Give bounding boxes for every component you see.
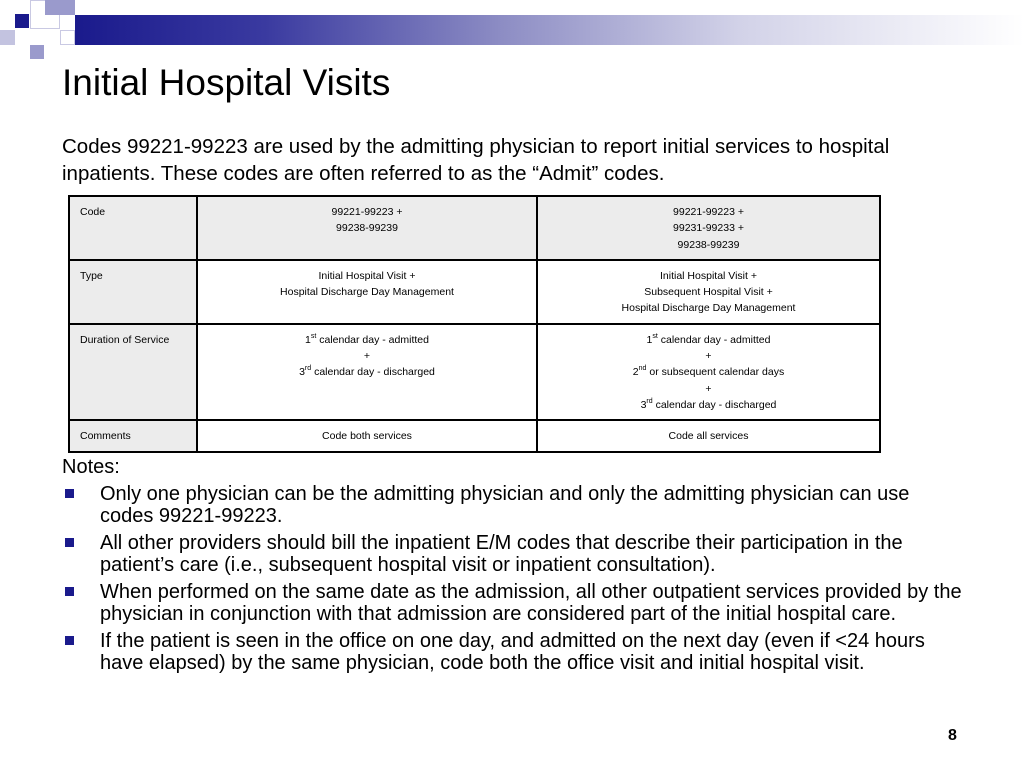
list-item bbox=[62, 532, 967, 576]
cell-duration-col1 bbox=[197, 324, 537, 420]
header-square-decoration bbox=[60, 30, 75, 45]
cell-code-col1 bbox=[197, 196, 537, 260]
cell-line: + bbox=[705, 350, 712, 363]
square-bullet-icon bbox=[65, 489, 74, 498]
cell-line: 1st calendar day - admitted bbox=[305, 332, 429, 346]
row-label-code: Code bbox=[69, 196, 197, 260]
cell-line: 99231-99233 + bbox=[673, 222, 744, 235]
cell-type-col2 bbox=[537, 260, 880, 324]
cell-line: + bbox=[363, 350, 371, 363]
notes-heading: Notes: bbox=[62, 456, 120, 478]
cell-line: Initial Hospital Visit + bbox=[660, 269, 757, 282]
cell-code-col2 bbox=[537, 196, 880, 260]
cell-comments-col1: Code both services bbox=[197, 420, 537, 451]
cell-line: 99238-99239 bbox=[677, 238, 740, 251]
cell-line: 99238-99239 bbox=[336, 222, 398, 235]
cell-line: Initial Hospital Visit + bbox=[318, 269, 416, 282]
square-bullet-icon bbox=[65, 587, 74, 596]
row-label-comments: Comments bbox=[69, 420, 197, 451]
header-gradient-bar bbox=[75, 15, 1024, 45]
cell-line: 99221-99223 + bbox=[331, 206, 403, 218]
cell-line: 3rd calendar day - discharged bbox=[640, 397, 777, 411]
list-item-text: When performed on the same date as the admission, all other outpatient services provided by the physician in conjunction with that admission are considered part of the initial hospital care. bbox=[100, 581, 962, 625]
header-square-decoration bbox=[15, 14, 29, 28]
header-square-decoration bbox=[30, 45, 44, 59]
cell-line: 3rd calendar day - discharged bbox=[299, 365, 435, 379]
cell-line: Hospital Discharge Day Management bbox=[621, 302, 796, 315]
square-bullet-icon bbox=[65, 636, 74, 645]
cell-comments-col2: Code all services bbox=[537, 420, 880, 451]
cell-line: + bbox=[705, 382, 712, 395]
row-label-type: Type bbox=[69, 260, 197, 324]
codes-table bbox=[68, 195, 881, 453]
cell-type-col1 bbox=[197, 260, 537, 324]
page-number: 8 bbox=[948, 727, 957, 744]
cell-duration-col2 bbox=[537, 324, 880, 420]
slide-title: Initial Hospital Visits bbox=[62, 62, 391, 103]
row-label-duration: Duration of Service bbox=[69, 324, 197, 420]
header-square-decoration bbox=[45, 0, 75, 15]
table-row-comments bbox=[69, 420, 880, 451]
header-square-decoration bbox=[0, 30, 15, 45]
table-row-type bbox=[69, 260, 880, 324]
square-bullet-icon bbox=[65, 538, 74, 547]
cell-line: 2nd or subsequent calendar days bbox=[632, 365, 785, 379]
list-item bbox=[62, 483, 967, 527]
table-row-code bbox=[69, 196, 880, 260]
intro-paragraph: Codes 99221-99223 are used by the admitting physician to report initial services to hospital inpatients. These codes are often referred to as the “Admit” codes. bbox=[62, 135, 890, 185]
cell-line: Hospital Discharge Day Management bbox=[280, 286, 454, 299]
list-item bbox=[62, 581, 967, 625]
cell-line: 1st calendar day - admitted bbox=[646, 332, 771, 346]
list-item bbox=[62, 630, 967, 674]
table-row-duration bbox=[69, 324, 880, 420]
notes-list bbox=[62, 483, 967, 679]
list-item-text: Only one physician can be the admitting physician and only the admitting physician can use codes 99221-99223. bbox=[100, 483, 910, 527]
list-item-text: All other providers should bill the inpatient E/M codes that describe their participation in the patient’s care (i.e., subsequent hospital visit or inpatient consultation). bbox=[100, 532, 903, 576]
cell-line: 99221-99223 + bbox=[673, 206, 744, 218]
list-item-text: If the patient is seen in the office on one day, and admitted on the next day (even if <24 hours have elapsed) by the same physician, code both the office visit and initial hospital visit. bbox=[100, 630, 925, 674]
cell-line: Subsequent Hospital Visit + bbox=[644, 286, 773, 299]
